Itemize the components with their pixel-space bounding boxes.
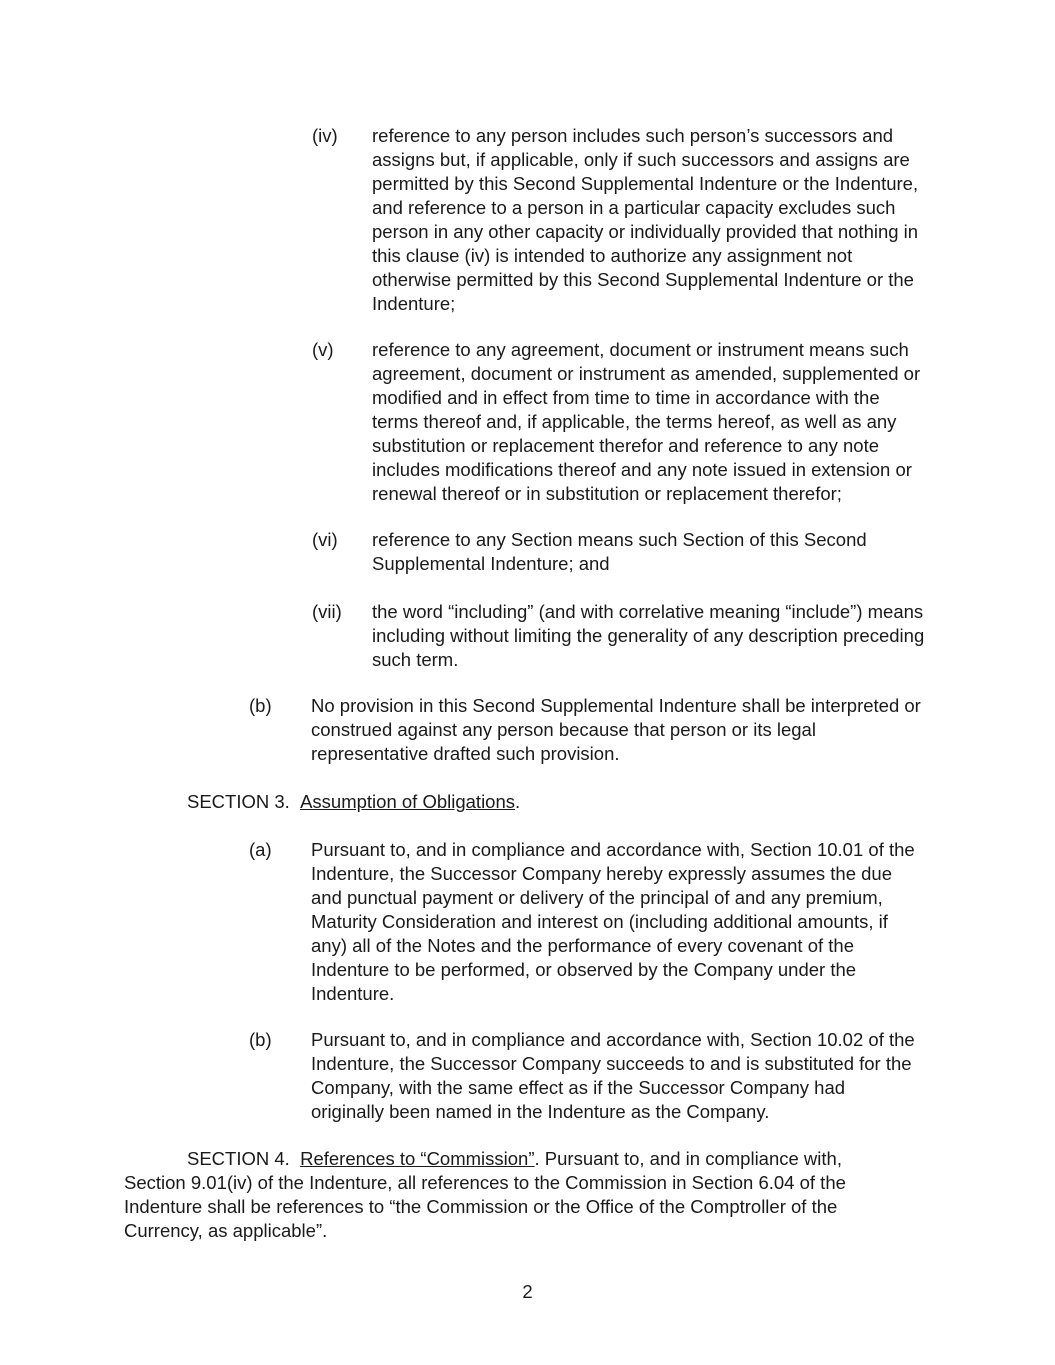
item-text: Pursuant to, and in compliance and accordance with, Section 10.01 of the Indenture, the Successor Company hereby expressly assumes the due and punctual payment or delivery of the principal of and any premium, Maturity Consideration and interest on (including additional amounts, if any) all of the Notes and the performance of every covenant of the Indenture to be performed, or observed by the Company under the Indenture.	[311, 839, 915, 1004]
list-item	[0, 528, 1055, 578]
section-title: Assumption of Obligations	[300, 791, 516, 812]
section-number: SECTION 4.	[187, 1148, 290, 1169]
item-text: reference to any Section means such Section of this Second Supplemental Indenture; and	[372, 529, 867, 574]
item-label: (iv)	[312, 125, 338, 146]
item-text: reference to any agreement, document or instrument means such agreement, document or instrument as amended, supplemented or modified and in effect from time to time in accordance with the terms thereof and, if applicable, the terms hereof, as well as any substitution or replacement therefor and reference to any note includes modifications thereof and any note issued in extension or renewal thereof or in substitution or replacement therefor;	[372, 339, 921, 504]
section-title: References to “Commission”	[300, 1148, 535, 1169]
section-4-first-line	[124, 1147, 894, 1171]
section-4-body: Section 9.01(iv) of the Indenture, all references to the Commission in Section 6.04 of the Indenture shall be references to “the Commission or the Office of the Comptroller of the Currency, as applicable”.	[124, 1172, 846, 1241]
item-label: (v)	[312, 339, 334, 360]
item-label: (b)	[249, 695, 272, 716]
section-4-paragraph	[124, 1147, 894, 1243]
list-item	[0, 338, 1055, 508]
item-text: No provision in this Second Supplemental Indenture shall be interpreted or construed against any person because that person or its legal representative drafted such provision.	[311, 695, 921, 764]
item-label: (vi)	[312, 529, 338, 550]
item-text: the word “including” (and with correlative meaning “include”) means including without limiting the generality of any description preceding such term.	[372, 601, 925, 670]
item-text: reference to any person includes such person’s successors and assigns but, if applicable, only if such successors and assigns are permitted by this Second Supplemental Indenture or the Indenture, and reference to a person in a particular capacity excludes such person in any other capacity or individually provided that nothing in this clause (iv) is intended to authorize any assignment not otherwise permitted by this Second Supplemental Indenture or the Indenture;	[372, 125, 919, 314]
item-label: (vii)	[312, 601, 342, 622]
section-3-heading	[187, 790, 520, 814]
list-item	[0, 124, 1055, 320]
section-4-first-line-text: . Pursuant to, and in compliance with,	[534, 1148, 842, 1169]
list-item	[0, 838, 1055, 1008]
list-item	[0, 1028, 1055, 1126]
list-item	[0, 694, 1055, 768]
item-label: (a)	[249, 839, 272, 860]
item-text: Pursuant to, and in compliance and accordance with, Section 10.02 of the Indenture, the Successor Company succeeds to and is substituted for the Company, with the same effect as if the Successor Company had originally been named in the Indenture as the Company.	[311, 1029, 915, 1122]
page-number: 2	[522, 1281, 533, 1302]
section-number: SECTION 3.	[187, 791, 290, 812]
item-label: (b)	[249, 1029, 272, 1050]
section-title-suffix: .	[515, 791, 521, 812]
list-item	[0, 600, 1055, 674]
